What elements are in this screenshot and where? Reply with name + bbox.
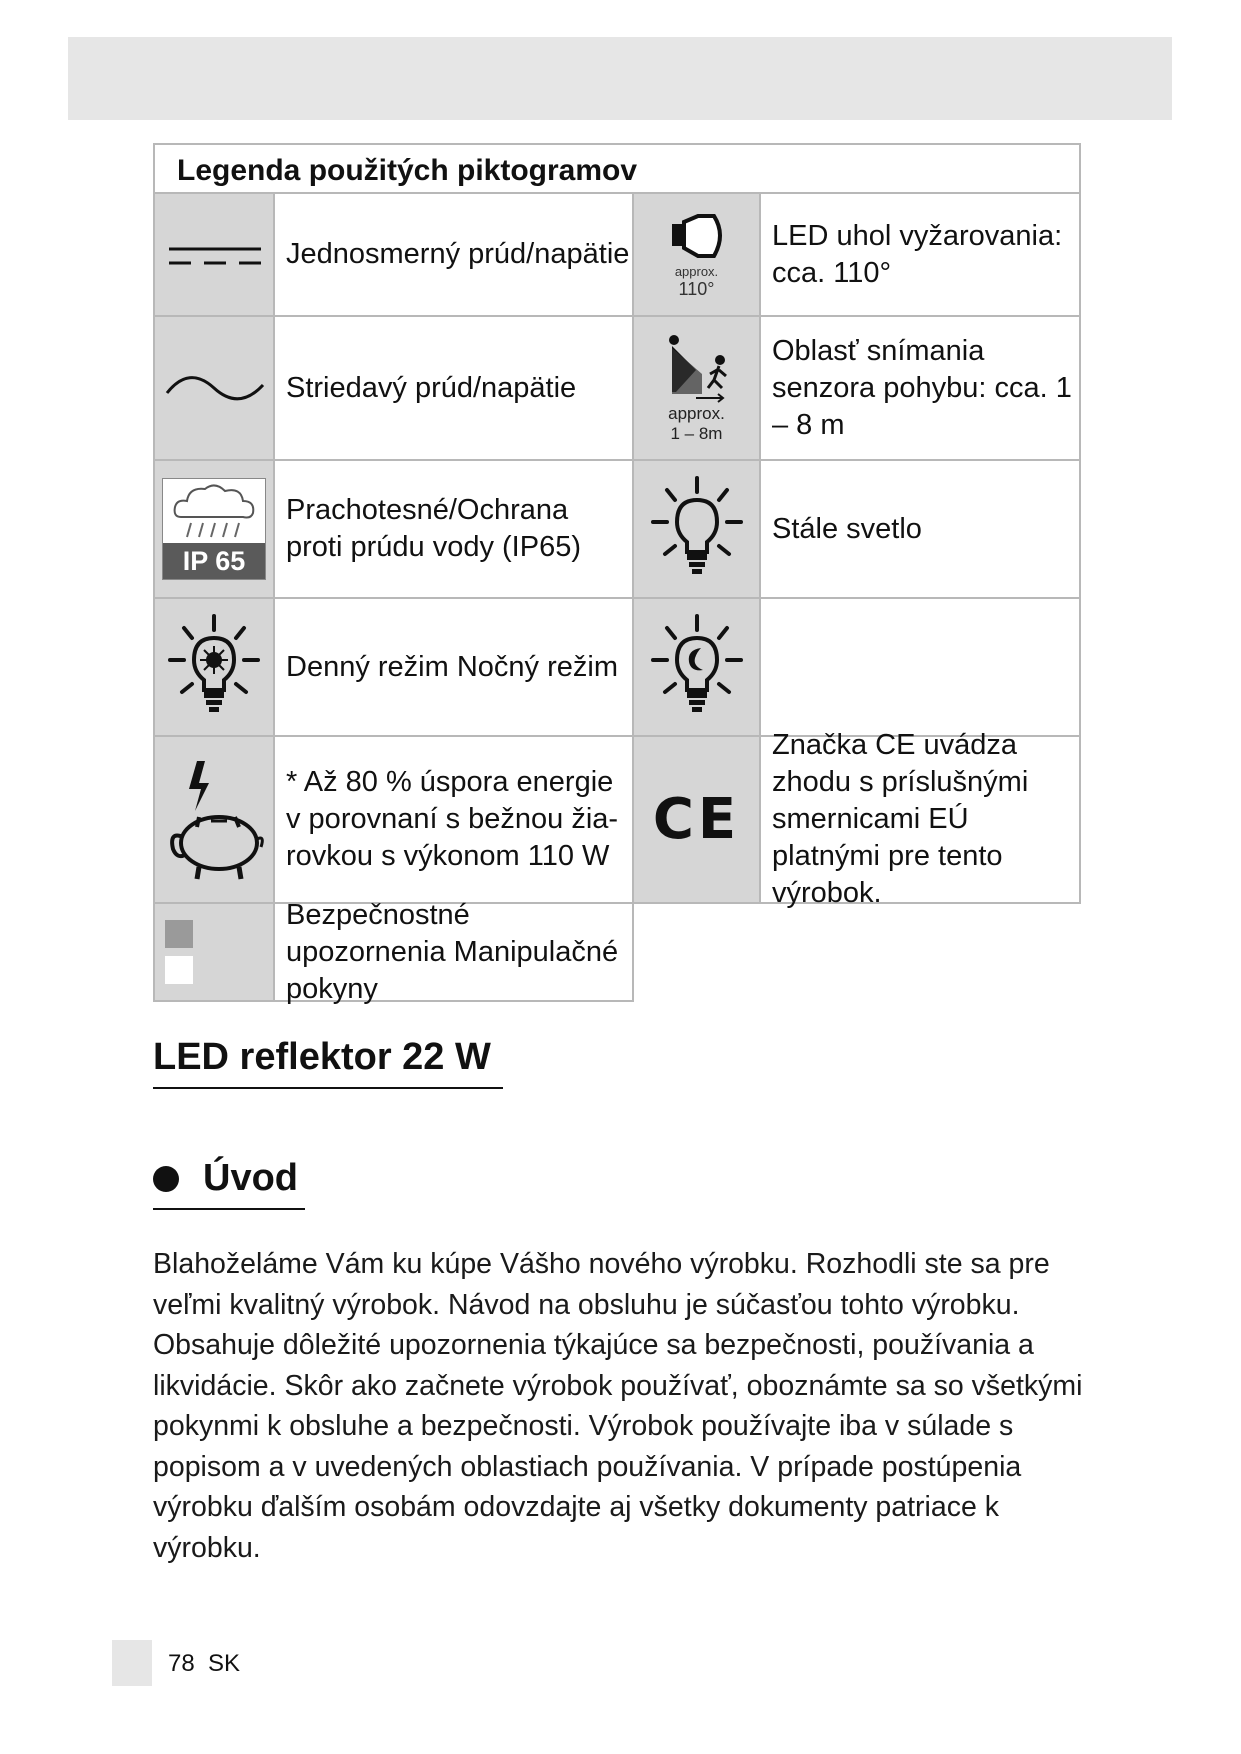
bulb-day-icon bbox=[153, 597, 275, 737]
bulb-night-icon bbox=[632, 597, 761, 737]
ce-mark-icon bbox=[632, 735, 761, 904]
legend-text-ce: Značka CE uvádza zhodu s príslušnými smernicami EÚ platnými pre tento výrobok. bbox=[759, 735, 1081, 904]
ac-current-icon bbox=[153, 315, 275, 461]
legend-text-motion-sensor: Oblasť snímania senzora pohybu: cca. 1 – 8 m bbox=[759, 315, 1081, 461]
ce-mark-text: CE bbox=[652, 787, 741, 852]
safety-square-dark bbox=[165, 920, 193, 948]
legend-text-empty bbox=[759, 597, 1081, 737]
page-footer bbox=[168, 1650, 240, 1678]
legend-text-ac: Striedavý prúd/napätie bbox=[273, 315, 634, 461]
footer-marker bbox=[112, 1640, 152, 1686]
motion-sensor-icon bbox=[632, 315, 761, 461]
led-angle-icon bbox=[632, 192, 761, 317]
ip65-icon bbox=[153, 459, 275, 599]
legend-text-safety: Bezpečnostné upozornenia Manipulačné pokyny bbox=[273, 902, 634, 1002]
product-title: LED reflektor 22 W bbox=[153, 1036, 503, 1089]
page-number: 78 bbox=[168, 1650, 195, 1677]
legend-text-energy-saving: * Až 80 % úspora energie v porovnaní s bežnou žia- rovkou s výkonom 110 W bbox=[273, 735, 634, 904]
ip65-label: IP 65 bbox=[163, 543, 265, 579]
bullet-icon bbox=[153, 1166, 179, 1192]
bulb-steady-icon bbox=[632, 459, 761, 599]
legend-text-steady-light: Stále svetlo bbox=[759, 459, 1081, 599]
energy-saving-icon bbox=[153, 735, 275, 904]
intro-paragraph: Blahoželáme Vám ku kúpe Vášho nového výrobku. Rozhodli ste sa pre veľmi kvalitný výrobok. Návod na obsluhu je súčasťou tohto výrobku. Obsahuje dôležité upozornenia týkajúce sa bezpečnosti, používania a likvidácie. Skôr ako začnete výrobok používať, oboznámte sa so všetkými pokynmi k obsluhe a bezpečnosti. Výrobok používajte iba v súlade s popisom a v uvedených oblastiach používania. V prípade postúpenia výrobku ďalším osobám odovzdajte aj všetky dokumenty patriace k výrobku. bbox=[153, 1248, 1083, 1564]
motion-sensor-caption-2: 1 – 8m bbox=[670, 424, 723, 443]
legend-text-ip65: Prachotesné/Ochrana proti prúdu vody (IP65) bbox=[273, 459, 634, 599]
section-heading-intro bbox=[153, 1157, 305, 1210]
legend-text-day-night: Denný režim Nočný režim bbox=[273, 597, 634, 737]
led-angle-caption-1: approx. bbox=[674, 264, 719, 279]
legend-text-dc: Jednosmerný prúd/napätie bbox=[273, 192, 634, 317]
motion-sensor-caption-1: approx. bbox=[668, 404, 725, 423]
section-title: Úvod bbox=[203, 1157, 298, 1199]
legend-title: Legenda použitých piktogramov bbox=[153, 143, 1081, 194]
legend-text-led-angle: LED uhol vyžarovania: cca. 110° bbox=[759, 192, 1081, 317]
safety-notes-icon bbox=[153, 902, 275, 1002]
led-angle-caption-2: 110° bbox=[678, 279, 715, 299]
header-band bbox=[68, 37, 1172, 120]
dc-current-icon bbox=[153, 192, 275, 317]
language-code: SK bbox=[208, 1650, 241, 1677]
safety-square-light bbox=[165, 956, 193, 984]
